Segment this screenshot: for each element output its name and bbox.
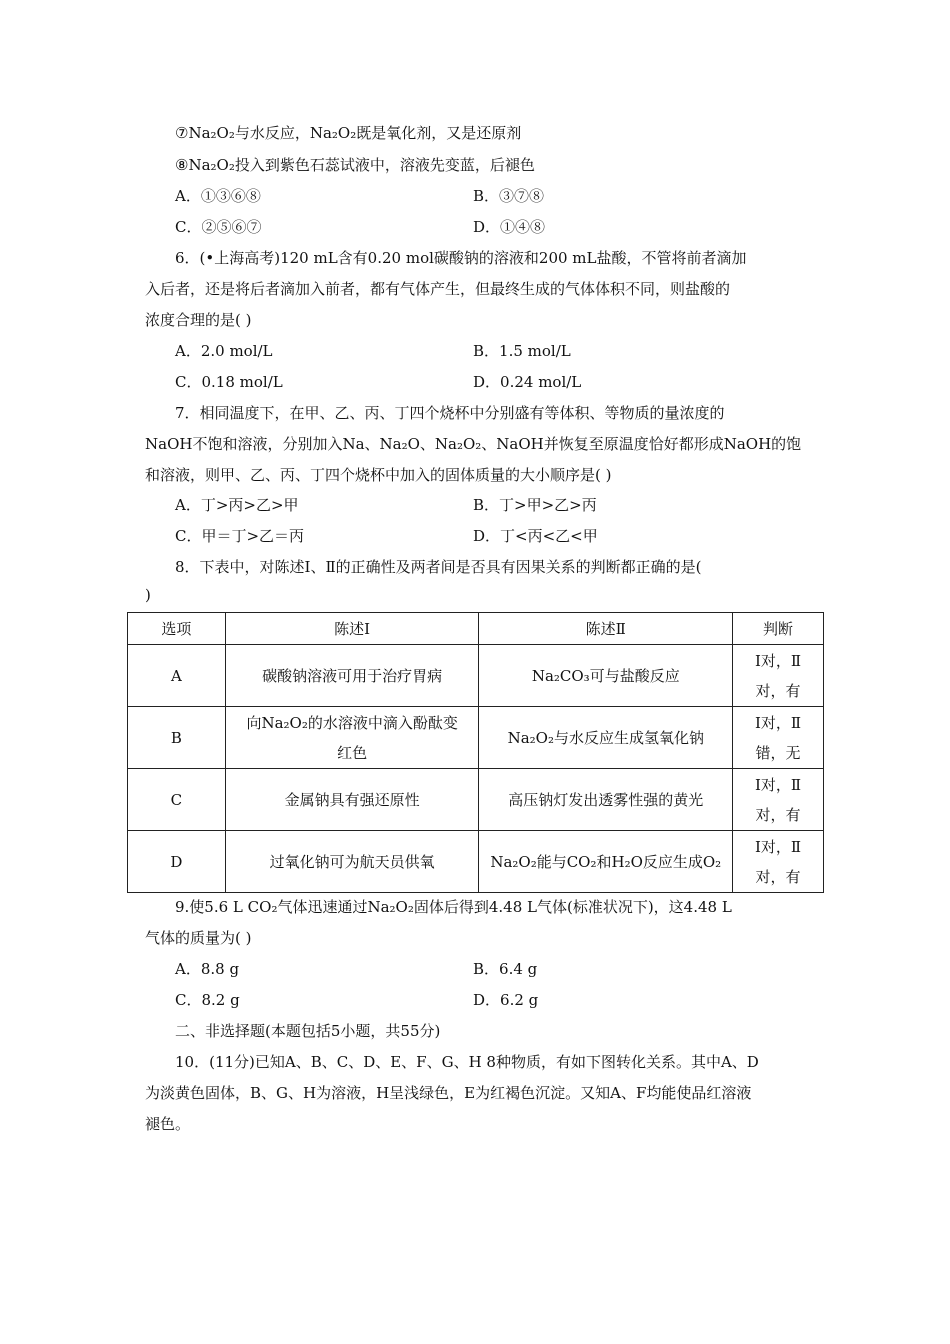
table-header-row [128,613,824,645]
q7-stem-3: 和溶液，则甲、乙、丙、丁四个烧杯中加入的固体质量的大小顺序是( ) [145,466,612,484]
statement-1-text: 碳酸钠溶液可用于治疗胃病 [262,666,443,685]
row-judgement [733,769,824,831]
q6-option-d: D．0.24 mol/L [473,373,582,391]
statement-1-text: 过氧化钠可为航天员供氧 [269,852,435,871]
q7-stem-2: NaOH不饱和溶液，分别加入Na、Na₂O、Na₂O₂、NaOH并恢复至原温度恰好都形成NaOH的饱 [145,435,802,453]
row-option: D [128,831,226,893]
judgement-line-2: 对，有 [755,867,801,886]
judgement-line-1: Ⅰ对，Ⅱ [754,775,802,794]
statement-1-text: 金属钠具有强还原性 [284,790,420,809]
table-row [128,645,824,707]
q6-stem-2: 入后者，还是将后者滴加入前者，都有气体产生，但最终生成的气体体积不同，则盐酸的 [145,280,731,298]
q6-stem-1: 6．(•上海高考)120 mL含有0.20 mol碳酸钠的溶液和200 mL盐酸，不管将前者滴加 [175,249,747,267]
row-statement-2: Na₂O₂与水反应生成氢氧化钠 [479,707,733,769]
q5-option-a: A．①③⑥⑧ [175,187,261,205]
statement-1-text: 向Na₂O₂的水溶液中滴入酚酞变 [246,713,458,732]
judgement-line-2: 错，无 [755,743,801,762]
row-statement-1 [225,769,479,831]
row-option: A [128,645,226,707]
q6-option-b: B．1.5 mol/L [473,342,571,360]
q7-option-a: A．丁>丙>乙>甲 [175,496,299,514]
judgement-line-1: Ⅰ对，Ⅱ [754,837,802,856]
header-statement-2: 陈述Ⅱ [479,613,733,645]
q5-option-c: C．②⑤⑥⑦ [175,218,262,236]
q9-option-a: A．8.8 g [175,960,240,978]
header-option: 选项 [128,613,226,645]
q7-option-c: C．甲＝丁>乙＝丙 [175,527,305,545]
row-judgement [733,645,824,707]
q8-stem-1: 8．下表中，对陈述Ⅰ、Ⅱ的正确性及两者间是否具有因果关系的判断都正确的是( [175,558,702,576]
q10-stem-3: 褪色。 [145,1115,191,1133]
row-statement-1 [225,707,479,769]
row-judgement [733,831,824,893]
judgement-line-2: 对，有 [755,681,801,700]
q6-stem-3: 浓度合理的是( ) [145,311,252,329]
q7-option-d: D．丁<丙<乙<甲 [473,527,598,545]
section-2-title: 二、非选择题(本题包括5小题，共55分) [175,1022,441,1040]
statement-8: ⑧Na₂O₂投入到紫色石蕊试液中，溶液先变蓝，后褪色 [175,156,535,174]
q5-option-b: B．③⑦⑧ [473,187,545,205]
row-option: C [128,769,226,831]
row-option: B [128,707,226,769]
q9-stem-1: 9.使5.6 L CO₂气体迅速通过Na₂O₂固体后得到4.48 L气体(标准状况下)，这4.48 L [175,898,732,916]
q6-option-c: C．0.18 mol/L [175,373,283,391]
table-row [128,707,824,769]
row-statement-2: 高压钠灯发出透雾性强的黄光 [479,769,733,831]
table-row [128,831,824,893]
q9-option-c: C．8.2 g [175,991,240,1009]
header-statement-1: 陈述Ⅰ [225,613,479,645]
row-statement-1 [225,645,479,707]
row-judgement [733,707,824,769]
header-judgement: 判断 [733,613,824,645]
q10-stem-2: 为淡黄色固体，B、G、H为溶液，H呈浅绿色，E为红褐色沉淀。又知A、F均能使品红溶液 [145,1084,752,1102]
row-statement-2: Na₂O₂能与CO₂和H₂O反应生成O₂ [479,831,733,893]
q5-option-d: D．①④⑧ [473,218,546,236]
statement-7: ⑦Na₂O₂与水反应，Na₂O₂既是氧化剂，又是还原剂 [175,124,522,142]
table-row [128,769,824,831]
judgement-line-2: 对，有 [755,805,801,824]
q7-option-b: B．丁>甲>乙>丙 [473,496,597,514]
judgement-line-1: Ⅰ对，Ⅱ [754,651,802,670]
row-statement-2: Na₂CO₃可与盐酸反应 [479,645,733,707]
q6-option-a: A．2.0 mol/L [175,342,273,360]
q8-table [127,612,824,893]
q9-option-b: B．6.4 g [473,960,538,978]
q9-option-d: D．6.2 g [473,991,539,1009]
judgement-line-1: Ⅰ对，Ⅱ [754,713,802,732]
q8-stem-2: ) [145,586,151,604]
q9-stem-2: 气体的质量为( ) [145,929,252,947]
q7-stem-1: 7．相同温度下，在甲、乙、丙、丁四个烧杯中分别盛有等体积、等物质的量浓度的 [175,404,725,422]
q10-stem-1: 10．(11分)已知A、B、C、D、E、F、G、H 8种物质，有如下图转化关系。其中A、D [175,1053,759,1071]
row-statement-1 [225,831,479,893]
statement-1-text-cont: 红色 [337,743,368,762]
